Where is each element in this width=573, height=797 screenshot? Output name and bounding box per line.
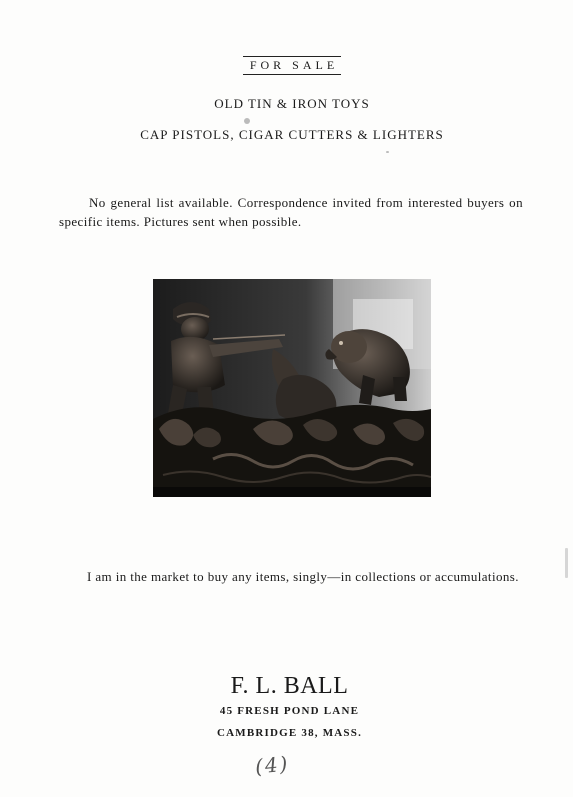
for-sale-title: FOR SALE xyxy=(243,56,341,75)
handwritten-page-number: (4) xyxy=(253,751,291,779)
toys-subheading: OLD TIN & IRON TOYS xyxy=(214,96,370,111)
buying-paragraph: I am in the market to buy any items, singly—in collections or accumulations. xyxy=(87,569,519,584)
intro-paragraph: No general list available. Correspondence invited from interested buyers on specific items. Pictures sent when possible. xyxy=(59,195,523,229)
paper-speck xyxy=(386,151,389,153)
seller-street-address: 45 FRESH POND LANE xyxy=(219,705,360,717)
seller-city: CAMBRIDGE 38, MASS. xyxy=(216,727,363,739)
paper-edge-mark xyxy=(565,548,568,578)
paper-speck xyxy=(244,118,250,124)
pistols-subheading: CAP PISTOLS, CIGAR CUTTERS & LIGHTERS xyxy=(140,127,444,142)
mechanical-bank-photo xyxy=(153,279,431,497)
hunter-bear-bank-image xyxy=(153,279,431,497)
for-sale-heading xyxy=(0,56,573,75)
seller-name: F. L. BALL xyxy=(230,673,349,699)
